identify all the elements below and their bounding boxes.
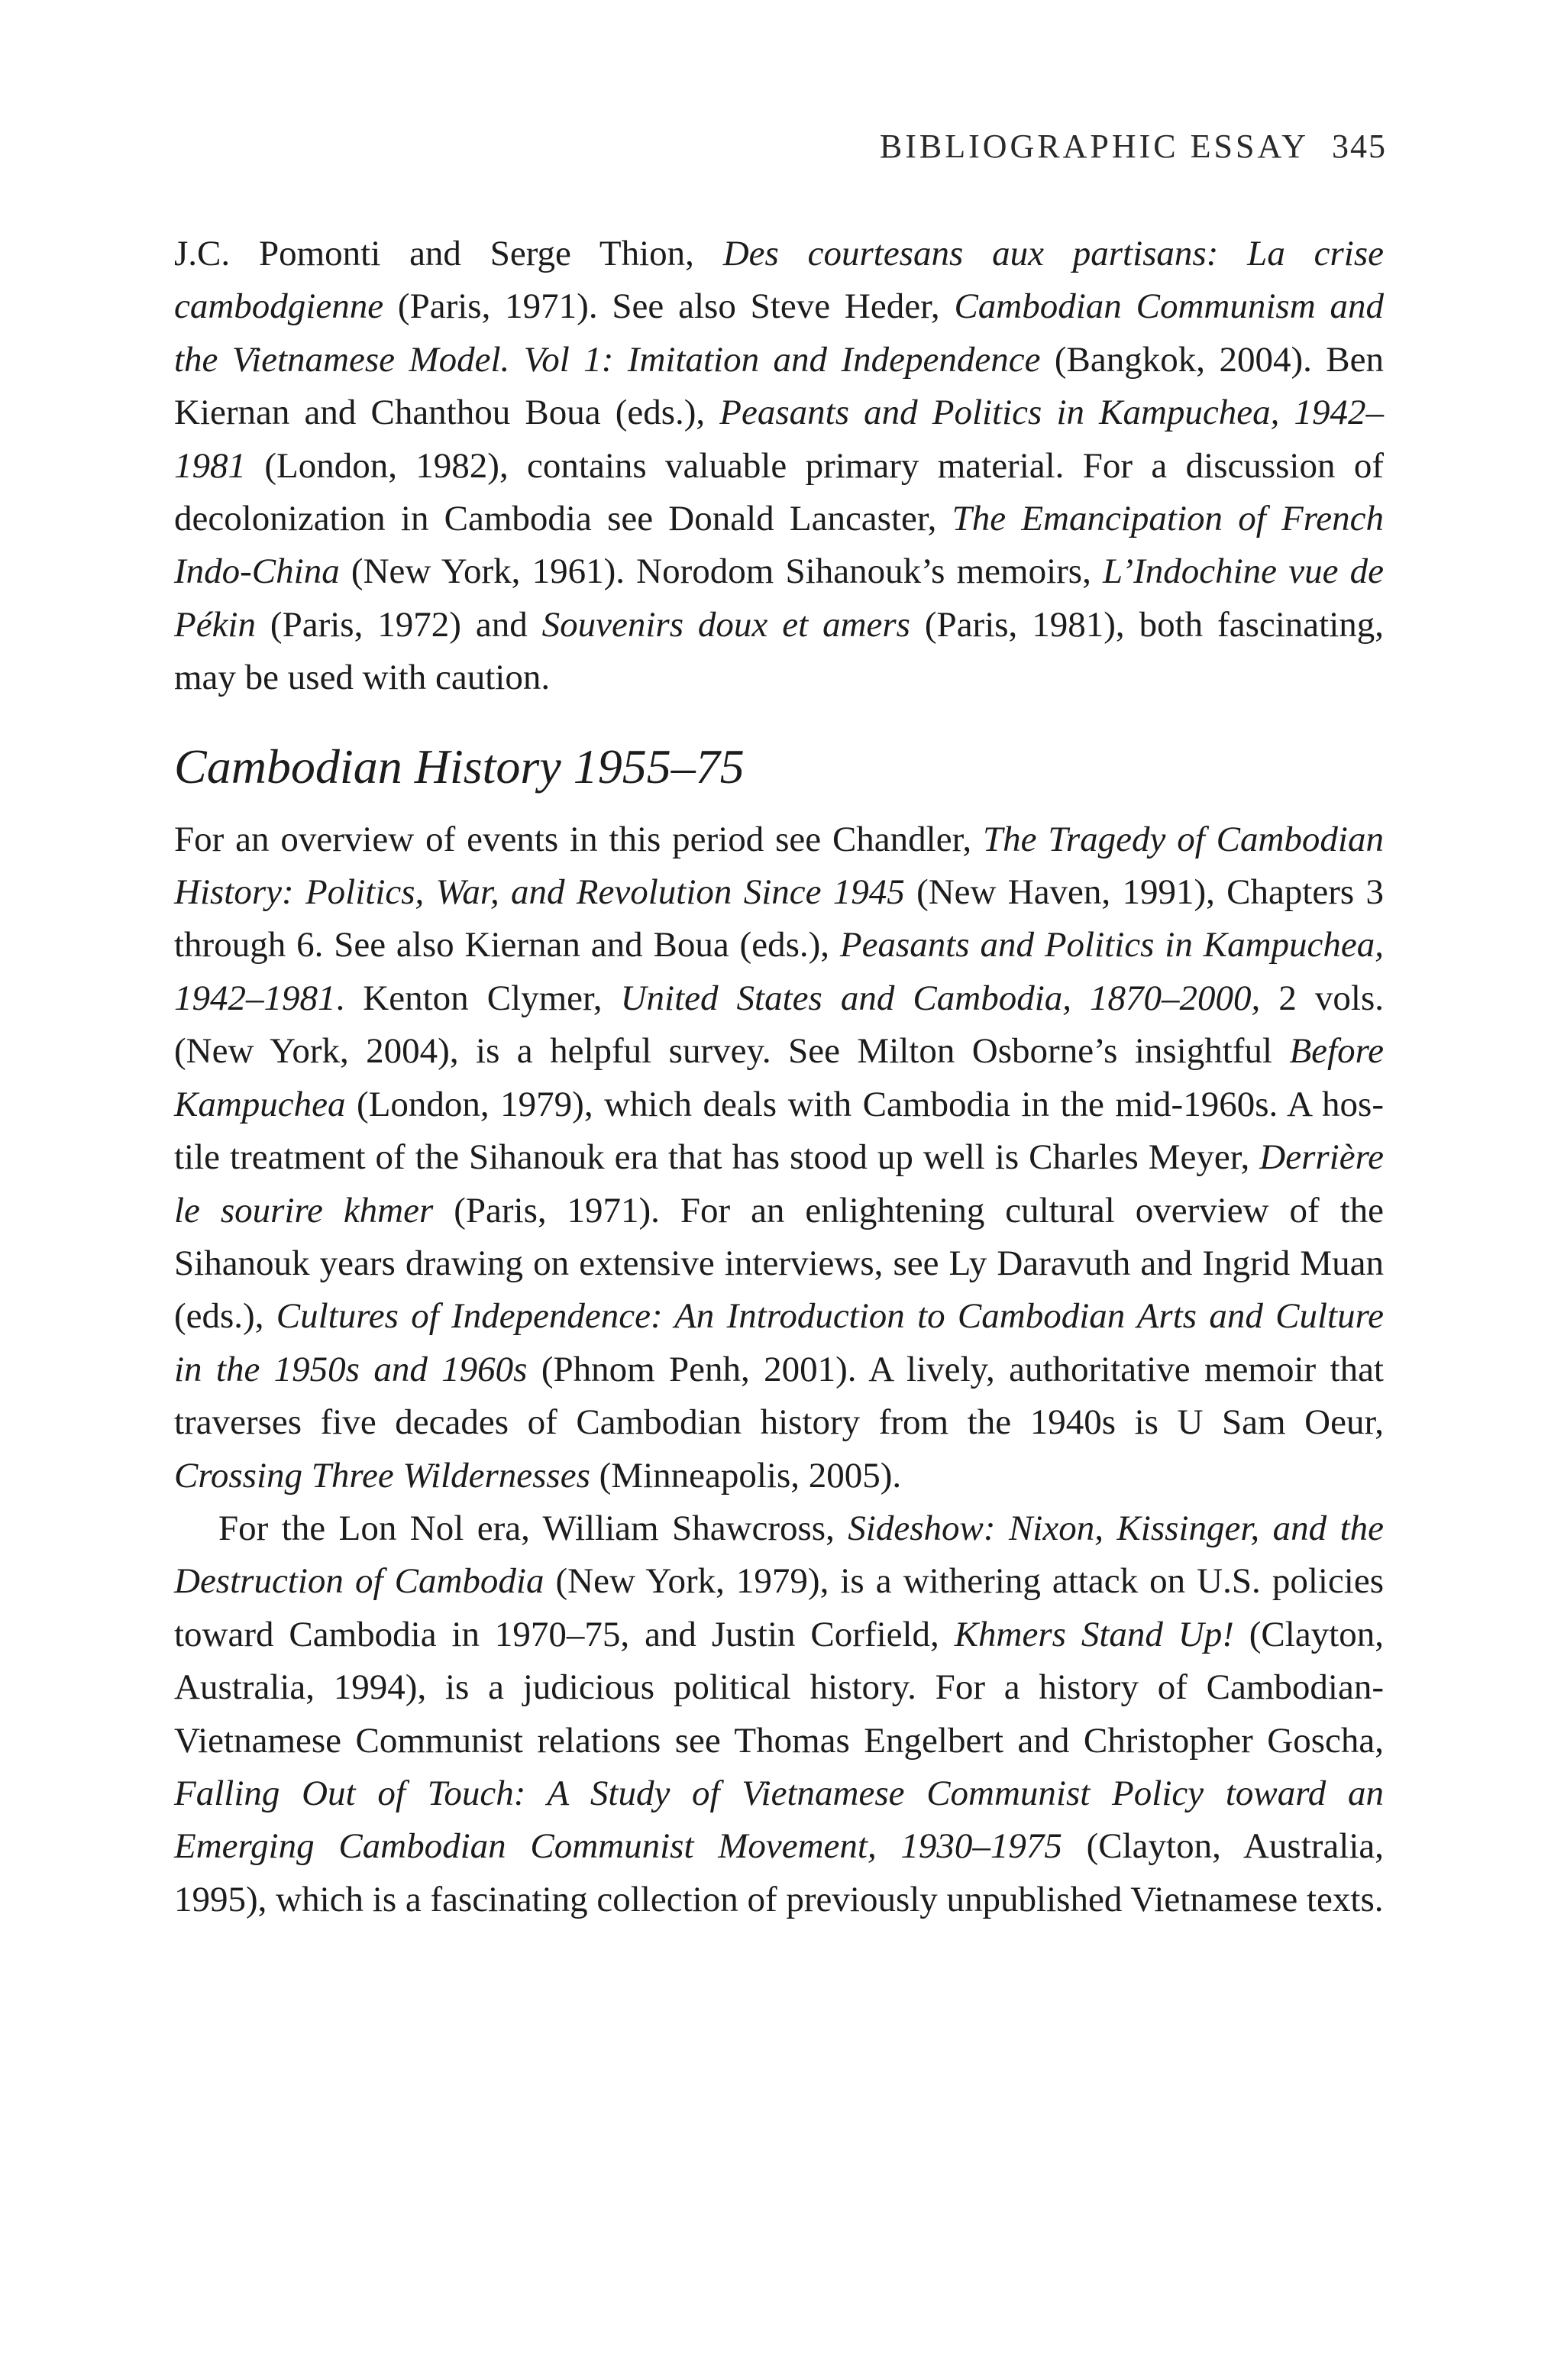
body-paragraph-2: For the Lon Nol era, William Shawcross, Sideshow: Nixon, Kissinger, and the Destruction of Cambodia (New York, 1979), is a withering attack on U.S. policies toward Cambodia in 1970–75, and Justin Corfield, Khmers Stand Up! (Clayton, Australia, 1994), is a judicious political history. For a history of Cambodian-Vietnamese Communist relations see Thomas Engelbert and Christopher Goscha, Falling Out of Touch: A Study of Vietnamese Communist Policy toward an Emerging Cambodian Communist Movement, 1930–1975 (Clayton, Australia, 1995), which is a fascinating collection of previously unpublished Vietnamese texts.	[174, 1508, 1385, 1919]
body-paragraph-1: For an overview of events in this period see Chandler, The Tragedy of Cambodian History: Politics, War, and Revolution Since 1945 (New Haven, 1991), Chapters 3 through 6. See also Kiernan and Boua (eds.), Peasants and Politics in Kampuchea, 1942–1981. Kenton Clymer, United States and Cambodia, 1870–2000, 2 vols. (New York, 2004), is a helpful survey. See Milton Osborne’s insightful Before Kampuchea (London, 1979), which deals with Cambodia in the mid-1960s. A hostile treatment of the Sihanouk era that has stood up well is Charles Meyer, Derrière le sourire khmer (Paris, 1971). For an enlightening cultural overview of the Sihanouk years drawing on extensive interviews, see Ly Daravuth and Ingrid Muan (eds.), Cultures of Independence: An Introduction to Cambodian Arts and Culture in the 1950s and 1960s (Phnom Penh, 2001). A lively, authoritative memoir that traverses five decades of Cambodian history from the 1940s is U Sam Oeur, Crossing Three Wildernesses (Minneapolis, 2005).	[174, 819, 1385, 1496]
running-head	[880, 127, 1387, 166]
intro-paragraph: J.C. Pomonti and Serge Thion, Des courtesans aux partisans: La crise cambodgienne (Paris, 1971). See also Steve Heder, Cambodian Communism and the Vietnamese Model. Vol 1: Imitation and Independence (Bangkok, 2004). Ben Kiernan and Chanthou Boua (eds.), Peasants and Politics in Kampuchea, 1942–1981 (London, 1982), contains valuable primary material. For a discussion of decolonization in Cambodia see Donald Lancaster, The Emancipation of French Indo-China (New York, 1961). Norodom Sihanouk’s memoirs, L’Indochine vue de Pékin (Paris, 1972) and Souvenirs doux et amers (Paris, 1981), both fascinating, may be used with caution.	[174, 234, 1385, 698]
text-block	[174, 228, 1384, 1926]
section-heading: Cambodian History 1955–75	[174, 739, 745, 794]
page-number: 345	[1332, 128, 1387, 165]
running-head-title: BIBLIOGRAPHIC ESSAY	[879, 128, 1309, 165]
